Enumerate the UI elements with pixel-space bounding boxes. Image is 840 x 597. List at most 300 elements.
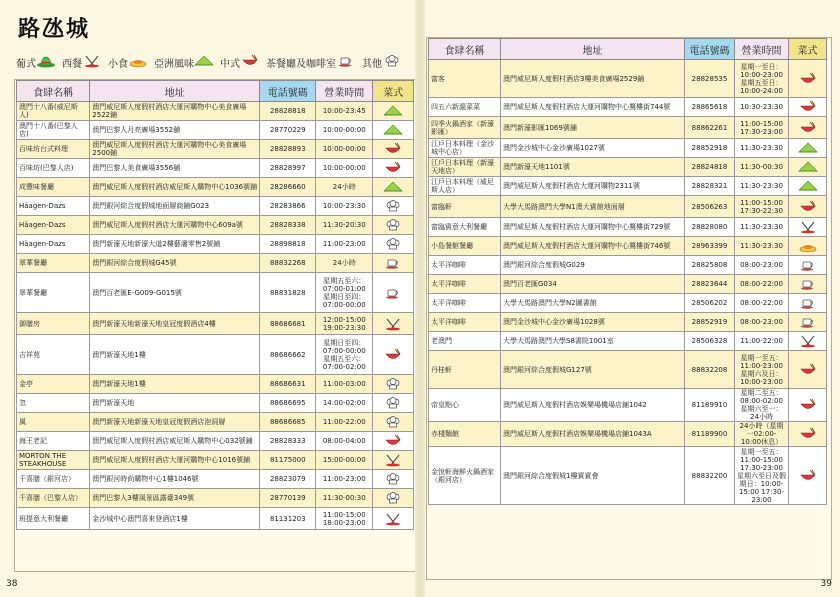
coffee-cup-icon bbox=[336, 54, 358, 71]
western-cutlery-icon bbox=[373, 512, 413, 526]
cell-address: 澳門新濠天地1101號 bbox=[501, 158, 685, 177]
cell-address: 澳門威尼斯人度假村酒店大運河購物中心鶩樓街729號 bbox=[501, 218, 685, 237]
cell-name: 赤棧麵館 bbox=[429, 422, 501, 447]
cell-hours: 10:00-00:00 bbox=[316, 140, 373, 159]
header-name: 食肆名稱 bbox=[429, 39, 501, 60]
legend-item bbox=[108, 54, 150, 71]
cell-category bbox=[789, 256, 827, 275]
cell-category bbox=[789, 332, 827, 351]
cell-phone: 81189910 bbox=[685, 389, 735, 422]
cell-phone: 81131203 bbox=[260, 508, 316, 530]
cell-phone: 28828893 bbox=[260, 140, 316, 159]
table-row bbox=[429, 139, 827, 158]
chef-hat-icon bbox=[373, 491, 413, 505]
cell-category bbox=[789, 177, 827, 196]
cell-category bbox=[789, 218, 827, 237]
cell-name: 忽 bbox=[17, 394, 90, 413]
cell-name: 江戶日本料理（金沙城中心店） bbox=[429, 139, 501, 158]
chef-hat-icon bbox=[373, 396, 413, 410]
cell-address: 澳門銀河綜合度假城地面層商鋪G023 bbox=[90, 197, 260, 216]
table-row bbox=[429, 313, 827, 332]
cell-phone: 88686631 bbox=[260, 375, 316, 394]
cell-name: 千喜膳（銀河店） bbox=[17, 470, 90, 489]
cell-address: 大學大馬路澳門大學N1澳大賓館地面層 bbox=[501, 196, 685, 218]
cell-address: 澳門威尼斯人度假村酒店大運河購物中心609a號 bbox=[90, 216, 260, 235]
asian-hat-icon bbox=[194, 54, 216, 71]
cell-hours: 星期一至五：11:00-15:00 17:30-23:00 星期六至日及假期日：10:00-15:00 17:30-23:00 bbox=[735, 447, 789, 505]
cell-hours: 10:30-23:30 bbox=[735, 98, 789, 117]
page-number-left: 38 bbox=[6, 579, 18, 589]
cell-hours: 11:30-23:30 bbox=[735, 139, 789, 158]
table-row bbox=[17, 375, 414, 394]
western-cutlery-icon bbox=[789, 220, 826, 234]
cell-category bbox=[373, 335, 414, 375]
table-row bbox=[429, 196, 827, 218]
cell-hours: 08:00-04:00 bbox=[316, 432, 373, 451]
legend-item bbox=[220, 54, 262, 71]
cell-phone: 88686681 bbox=[260, 313, 316, 335]
cell-name: 金悅軒海鮮火鍋酒家（銀河店） bbox=[429, 447, 501, 505]
asian-hat-icon bbox=[373, 180, 413, 194]
chinese-bowl-icon bbox=[789, 398, 826, 412]
cell-name: 江戶日本料理（威尼斯人店） bbox=[429, 177, 501, 196]
cell-phone: 28963399 bbox=[685, 237, 735, 256]
cell-category bbox=[373, 197, 414, 216]
table-row bbox=[17, 451, 414, 470]
legend-label: 中式 bbox=[220, 58, 240, 70]
cell-address: 澳門百老匯E-G009-G015號 bbox=[90, 273, 260, 313]
cell-name: Häagen-Dazs bbox=[17, 216, 90, 235]
table-row bbox=[429, 158, 827, 177]
cell-category bbox=[373, 254, 414, 273]
cell-phone: 88831828 bbox=[260, 273, 316, 313]
table-row bbox=[17, 394, 414, 413]
coffee-cup-icon bbox=[373, 256, 413, 270]
cell-hours: 11:00-22:00 bbox=[735, 332, 789, 351]
cell-address: 澳門銀河綜合度假城1樓賓賓會 bbox=[501, 447, 685, 505]
cell-name: 四五六新滬菜菜 bbox=[429, 98, 501, 117]
cell-name: MORTON THE STEAKHOUSE bbox=[17, 451, 90, 470]
cell-hours: 11:30-20:30 bbox=[316, 216, 373, 235]
cell-category bbox=[373, 470, 414, 489]
cell-phone: 28823079 bbox=[260, 470, 316, 489]
portuguese-hat-icon bbox=[36, 54, 58, 71]
cell-phone: 88832208 bbox=[685, 351, 735, 389]
cell-hours: 星期一至日：10:00-23:00 星期五至日：10:00-24:00 bbox=[735, 60, 789, 98]
cell-category bbox=[789, 351, 827, 389]
cell-phone: 28852918 bbox=[685, 139, 735, 158]
cell-phone: 28770229 bbox=[260, 121, 316, 140]
cell-address: 澳門銀河綜合度假城G029 bbox=[501, 256, 685, 275]
cell-category bbox=[789, 117, 827, 139]
table-row bbox=[17, 159, 414, 178]
table-row bbox=[429, 117, 827, 139]
left-restaurant-table bbox=[16, 80, 414, 530]
legend-label: 其他 bbox=[362, 58, 382, 70]
table-row bbox=[17, 235, 414, 254]
cell-address: 澳門威尼斯人度假村酒店大運河購物中心鶩樓街746號 bbox=[501, 237, 685, 256]
cell-address: 澳門威尼斯人度假村酒店威尼斯人購物中心1036號鋪 bbox=[90, 178, 260, 197]
cell-address: 澳門金沙城中心金沙廣場1028號 bbox=[501, 313, 685, 332]
cell-hours: 24小時 bbox=[316, 178, 373, 197]
coffee-cup-icon bbox=[789, 315, 826, 329]
table-row bbox=[17, 432, 414, 451]
cell-name: 太平洋咖啡 bbox=[429, 313, 501, 332]
cell-name: 風 bbox=[17, 413, 90, 432]
cell-phone: 81189900 bbox=[685, 422, 735, 447]
table-row bbox=[429, 218, 827, 237]
cell-phone: 88686695 bbox=[260, 394, 316, 413]
cell-name: 澳門十八番(威尼斯人) bbox=[17, 102, 90, 121]
cell-address: 澳門新濠天地新濠大道2樓藝瀋零售2號鋪 bbox=[90, 235, 260, 254]
cell-phone: 28286660 bbox=[260, 178, 316, 197]
cell-hours: 星期一至五：11:00-23:00 星期六及日：10:00-23:00 bbox=[735, 351, 789, 389]
western-cutlery-icon bbox=[789, 334, 826, 348]
header-category: 菜式 bbox=[789, 39, 827, 60]
cell-name: 千喜膳（巴黎人店） bbox=[17, 489, 90, 508]
snack-icon bbox=[789, 239, 826, 253]
table-row bbox=[429, 237, 827, 256]
cell-hours: 星期二至五：08:00-02:00 星期六至一：24小時 bbox=[735, 389, 789, 422]
cell-address: 澳門新濠天地1樓 bbox=[90, 335, 260, 375]
cell-phone: 28506263 bbox=[685, 196, 735, 218]
cell-phone: 28828997 bbox=[260, 159, 316, 178]
cell-hours: 11:00-15:00 17:30-22:30 bbox=[735, 196, 789, 218]
legend-item bbox=[154, 54, 216, 71]
chef-hat-icon bbox=[373, 218, 413, 232]
cell-phone: 28898818 bbox=[260, 235, 316, 254]
cell-name: Häagen-Dazs bbox=[17, 197, 90, 216]
cell-name: 帝皇點心 bbox=[429, 389, 501, 422]
table-row bbox=[17, 313, 414, 335]
cell-hours: 11:30-23:30 bbox=[735, 218, 789, 237]
cell-name: 澳門十八番(巴黎人店) bbox=[17, 121, 90, 140]
cell-hours: 08:00-23:00 bbox=[735, 256, 789, 275]
table-row bbox=[429, 98, 827, 117]
cell-address: 大學大馬路澳門大學N2圖書館 bbox=[501, 294, 685, 313]
cell-category bbox=[789, 196, 827, 218]
chef-hat-icon bbox=[382, 54, 404, 71]
cell-category bbox=[373, 216, 414, 235]
cell-hours: 15:00-00:00 bbox=[316, 451, 373, 470]
table-row bbox=[17, 508, 414, 530]
asian-hat-icon bbox=[789, 179, 826, 193]
header-hours: 營業時間 bbox=[316, 81, 373, 102]
table-row bbox=[429, 447, 827, 505]
cell-address: 澳門新濠影匯1069號舖 bbox=[501, 117, 685, 139]
cell-hours: 08:00-22:00 bbox=[735, 275, 789, 294]
cell-hours: 11:30-23:30 bbox=[735, 177, 789, 196]
cell-hours: 08:00-22:00 bbox=[735, 294, 789, 313]
cell-name: 富臨軒 bbox=[429, 196, 501, 218]
cell-address: 澳門新濠天地1樓 bbox=[90, 375, 260, 394]
table-row bbox=[17, 413, 414, 432]
cell-hours: 11:00-03:00 bbox=[316, 375, 373, 394]
cell-phone: 28825808 bbox=[685, 256, 735, 275]
cell-address: 澳門巴黎人3樓風景區露臺349號 bbox=[90, 489, 260, 508]
table-row bbox=[17, 140, 414, 159]
chef-hat-icon bbox=[373, 377, 413, 391]
cell-name: 四季火鍋酒家（新濠影匯） bbox=[429, 117, 501, 139]
page-number-right: 39 bbox=[820, 579, 832, 589]
cell-name: 江戶日本料理（新濠天地店） bbox=[429, 158, 501, 177]
left-page bbox=[0, 0, 418, 597]
chinese-bowl-icon bbox=[789, 72, 826, 86]
chef-hat-icon bbox=[373, 415, 413, 429]
chinese-bowl-icon bbox=[789, 469, 826, 483]
legend-item bbox=[362, 54, 404, 71]
western-cutlery-icon bbox=[373, 317, 413, 331]
legend-label: 茶餐廳及咖啡室 bbox=[266, 58, 336, 70]
cell-name: 翠華餐廳 bbox=[17, 273, 90, 313]
cell-category bbox=[373, 102, 414, 121]
cell-phone: 28865618 bbox=[685, 98, 735, 117]
cell-name: 太平洋咖啡 bbox=[429, 294, 501, 313]
cell-address: 澳門新濠天地新濠天地皇冠度假酒店泡洞層 bbox=[90, 413, 260, 432]
cell-hours: 08:00-23:00 bbox=[735, 313, 789, 332]
legend-label: 葡式 bbox=[16, 58, 36, 70]
cell-address: 澳門威尼斯人度假村酒店娛樂場機場店鋪1043A bbox=[501, 422, 685, 447]
table-row bbox=[429, 256, 827, 275]
cell-name: 百味坊(巴黎人店) bbox=[17, 159, 90, 178]
header-hours: 營業時間 bbox=[735, 39, 789, 60]
cell-name: 太平洋咖啡 bbox=[429, 256, 501, 275]
cell-name: 富客 bbox=[429, 60, 501, 98]
cell-hours: 星期五至六：07:00-01:00 星期日至四：07:00-00:00 bbox=[316, 273, 373, 313]
table-row bbox=[17, 489, 414, 508]
snack-icon bbox=[128, 54, 150, 71]
cell-address: 澳門威尼斯人度假村酒店威尼斯人購物中心032號鋪 bbox=[90, 432, 260, 451]
right-restaurant-table bbox=[428, 38, 827, 505]
cell-address: 大學大馬路澳門大學S8書院1001室 bbox=[501, 332, 685, 351]
western-cutlery-icon bbox=[373, 453, 413, 467]
cell-hours: 11:00-15:00 17:30-23:00 bbox=[735, 117, 789, 139]
cell-category bbox=[789, 60, 827, 98]
cell-hours: 14:00-02:00 bbox=[316, 394, 373, 413]
table-row bbox=[17, 216, 414, 235]
header-phone: 電話號碼 bbox=[685, 39, 735, 60]
cell-address: 澳門威尼斯人度假村酒店3樓美食廣場2529鋪 bbox=[501, 60, 685, 98]
cell-address: 澳門銀河綜合度假城G127號 bbox=[501, 351, 685, 389]
coffee-cup-icon bbox=[789, 296, 826, 310]
coffee-cup-icon bbox=[789, 258, 826, 272]
cell-phone: 28852919 bbox=[685, 313, 735, 332]
table-row bbox=[429, 60, 827, 98]
right-page bbox=[422, 0, 840, 597]
table-row bbox=[429, 389, 827, 422]
chinese-bowl-icon bbox=[789, 200, 826, 214]
cell-category bbox=[373, 313, 414, 335]
cell-hours: 11:00-22:00 bbox=[316, 413, 373, 432]
cell-phone: 28824818 bbox=[685, 158, 735, 177]
cell-category bbox=[789, 313, 827, 332]
cell-category bbox=[373, 413, 414, 432]
chef-hat-icon bbox=[373, 199, 413, 213]
cell-name: 御膳房 bbox=[17, 313, 90, 335]
cell-category bbox=[373, 375, 414, 394]
cell-address: 澳門金沙城中心金沙廣場1027號 bbox=[501, 139, 685, 158]
cell-hours: 10:00-23:45 bbox=[316, 102, 373, 121]
cell-phone: 28828535 bbox=[685, 60, 735, 98]
cell-phone: 28506202 bbox=[685, 294, 735, 313]
cell-category bbox=[789, 389, 827, 422]
chinese-bowl-icon bbox=[789, 363, 826, 377]
cell-address: 澳門威尼斯人度假村酒店大運河購物中心美食廣場2500鋪 bbox=[90, 140, 260, 159]
cell-hours: 24小時（星期一02:00-10:00休息） bbox=[735, 422, 789, 447]
legend-label: 亞洲風味 bbox=[154, 58, 194, 70]
table-row bbox=[429, 177, 827, 196]
cell-category bbox=[373, 140, 414, 159]
asian-hat-icon bbox=[373, 104, 413, 118]
page-title: 路氹城 bbox=[18, 16, 91, 42]
legend-item bbox=[16, 54, 58, 71]
table-row bbox=[17, 197, 414, 216]
asian-hat-icon bbox=[789, 141, 826, 155]
cell-hours: 11:00-23:00 bbox=[316, 235, 373, 254]
cell-address: 澳門威尼斯人度假村酒店大運河購物2311號 bbox=[501, 177, 685, 196]
cell-hours: 24小時 bbox=[316, 254, 373, 273]
cell-phone: 88832268 bbox=[260, 254, 316, 273]
cell-hours: 11:00-15:00 18:00-23:00 bbox=[316, 508, 373, 530]
header-name: 食肆名稱 bbox=[17, 81, 90, 102]
cell-category bbox=[373, 121, 414, 140]
cell-name: 百味坊台式料理 bbox=[17, 140, 90, 159]
cell-address: 澳門新濠天地新濠天地皇冠度假酒店4樓 bbox=[90, 313, 260, 335]
cell-category bbox=[789, 422, 827, 447]
cell-address: 澳門威尼斯人度假村酒店娛樂場機場店鋪1042 bbox=[501, 389, 685, 422]
cell-phone: 28828333 bbox=[260, 432, 316, 451]
cell-address: 澳門威尼斯人度假村酒店大運河購物中心美食廣場2522鋪 bbox=[90, 102, 260, 121]
cell-phone: 88686662 bbox=[260, 335, 316, 375]
legend-item bbox=[62, 54, 104, 71]
cell-hours: 12:00-15:00 19:00-23:30 bbox=[316, 313, 373, 335]
cell-phone: 81175000 bbox=[260, 451, 316, 470]
cell-phone: 88686685 bbox=[260, 413, 316, 432]
cell-category bbox=[373, 451, 414, 470]
cell-category bbox=[789, 139, 827, 158]
cell-hours: 10:00-23:30 bbox=[316, 197, 373, 216]
table-row bbox=[429, 275, 827, 294]
chef-hat-icon bbox=[373, 472, 413, 486]
chinese-bowl-icon bbox=[789, 121, 826, 135]
table-row bbox=[17, 254, 414, 273]
cell-name: 丹桂軒 bbox=[429, 351, 501, 389]
table-row bbox=[17, 178, 414, 197]
cell-hours: 11:30-00:30 bbox=[735, 158, 789, 177]
cell-phone: 28828818 bbox=[260, 102, 316, 121]
coffee-cup-icon bbox=[373, 286, 413, 300]
asian-hat-icon bbox=[373, 123, 413, 137]
table-row bbox=[429, 351, 827, 389]
cell-phone: 28823644 bbox=[685, 275, 735, 294]
cell-phone: 28283866 bbox=[260, 197, 316, 216]
chinese-bowl-icon bbox=[373, 348, 413, 362]
header-address: 地址 bbox=[90, 81, 260, 102]
cell-address: 澳門巴黎人美食廣場3556舖 bbox=[90, 159, 260, 178]
cell-name: 小島餐館餐廳 bbox=[429, 237, 501, 256]
cell-phone: 88832200 bbox=[685, 447, 735, 505]
cell-name: 翠華餐廳 bbox=[17, 254, 90, 273]
cell-phone: 28828321 bbox=[685, 177, 735, 196]
cell-category bbox=[373, 235, 414, 254]
table-row bbox=[429, 332, 827, 351]
cell-phone: 28506328 bbox=[685, 332, 735, 351]
table-row bbox=[17, 470, 414, 489]
legend-label: 西餐 bbox=[62, 58, 82, 70]
table-row bbox=[17, 335, 414, 375]
cell-hours: 10:00-00:00 bbox=[316, 121, 373, 140]
cell-name: 海王老記 bbox=[17, 432, 90, 451]
table-row bbox=[17, 121, 414, 140]
cell-category bbox=[789, 158, 827, 177]
cell-hours: 11:30-23:30 bbox=[735, 237, 789, 256]
cell-category bbox=[789, 275, 827, 294]
header-phone: 電話號碼 bbox=[260, 81, 316, 102]
cell-name: Häagen-Dazs bbox=[17, 235, 90, 254]
header-address: 地址 bbox=[501, 39, 685, 60]
western-cutlery-icon bbox=[82, 54, 104, 71]
legend bbox=[16, 50, 416, 74]
cell-category bbox=[373, 178, 414, 197]
cell-category bbox=[789, 237, 827, 256]
cell-category bbox=[373, 273, 414, 313]
cell-phone: 28770139 bbox=[260, 489, 316, 508]
cell-address: 澳門巴黎人月亮廣場3552舖 bbox=[90, 121, 260, 140]
chinese-bowl-icon bbox=[373, 434, 413, 448]
cell-category bbox=[373, 508, 414, 530]
chinese-bowl-icon bbox=[373, 142, 413, 156]
cell-phone: 28828080 bbox=[685, 218, 735, 237]
table-row bbox=[429, 422, 827, 447]
cell-address: 澳門威尼斯人度假村酒店大運河購物中心1016號鋪 bbox=[90, 451, 260, 470]
cell-category bbox=[789, 447, 827, 505]
cell-category bbox=[789, 294, 827, 313]
table-row bbox=[17, 273, 414, 313]
header-category: 菜式 bbox=[373, 81, 414, 102]
coffee-cup-icon bbox=[789, 277, 826, 291]
cell-address: 澳門威尼斯人度假村酒店大運河購物中心鶩樓街744號 bbox=[501, 98, 685, 117]
cell-address: 澳門銀河時尚購物中心1樓1046號 bbox=[90, 470, 260, 489]
legend-item bbox=[266, 54, 358, 71]
cell-name: 太平洋咖啡 bbox=[429, 275, 501, 294]
cell-name: 老澳門 bbox=[429, 332, 501, 351]
cell-category bbox=[373, 432, 414, 451]
cell-hours: 星期日至四：07:00-00:00 星期五至六：07:00-02:00 bbox=[316, 335, 373, 375]
chef-hat-icon bbox=[373, 237, 413, 251]
cell-address: 金沙城中心澳門喜來登酒店1樓 bbox=[90, 508, 260, 530]
chinese-bowl-icon bbox=[373, 161, 413, 175]
cell-category bbox=[373, 394, 414, 413]
chinese-bowl-icon bbox=[789, 100, 826, 114]
chinese-bowl-icon bbox=[240, 54, 262, 71]
table-row bbox=[17, 102, 414, 121]
cell-hours: 11:30-00:30 bbox=[316, 489, 373, 508]
cell-name: 富臨賓意大利餐廳 bbox=[429, 218, 501, 237]
chinese-bowl-icon bbox=[789, 427, 826, 441]
asian-hat-icon bbox=[789, 160, 826, 174]
cell-name: 班提意大利餐廳 bbox=[17, 508, 90, 530]
cell-address: 澳門百老匯G034 bbox=[501, 275, 685, 294]
cell-address: 澳門銀河綜合度假城G45號 bbox=[90, 254, 260, 273]
cell-phone: 28828338 bbox=[260, 216, 316, 235]
cell-category bbox=[373, 159, 414, 178]
cell-phone: 88862261 bbox=[685, 117, 735, 139]
cell-name: 成豐味餐廳 bbox=[17, 178, 90, 197]
cell-hours: 11:00-23:00 bbox=[316, 470, 373, 489]
legend-label: 小食 bbox=[108, 58, 128, 70]
cell-address: 澳門新濠天地 bbox=[90, 394, 260, 413]
cell-hours: 10:00-00:00 bbox=[316, 159, 373, 178]
